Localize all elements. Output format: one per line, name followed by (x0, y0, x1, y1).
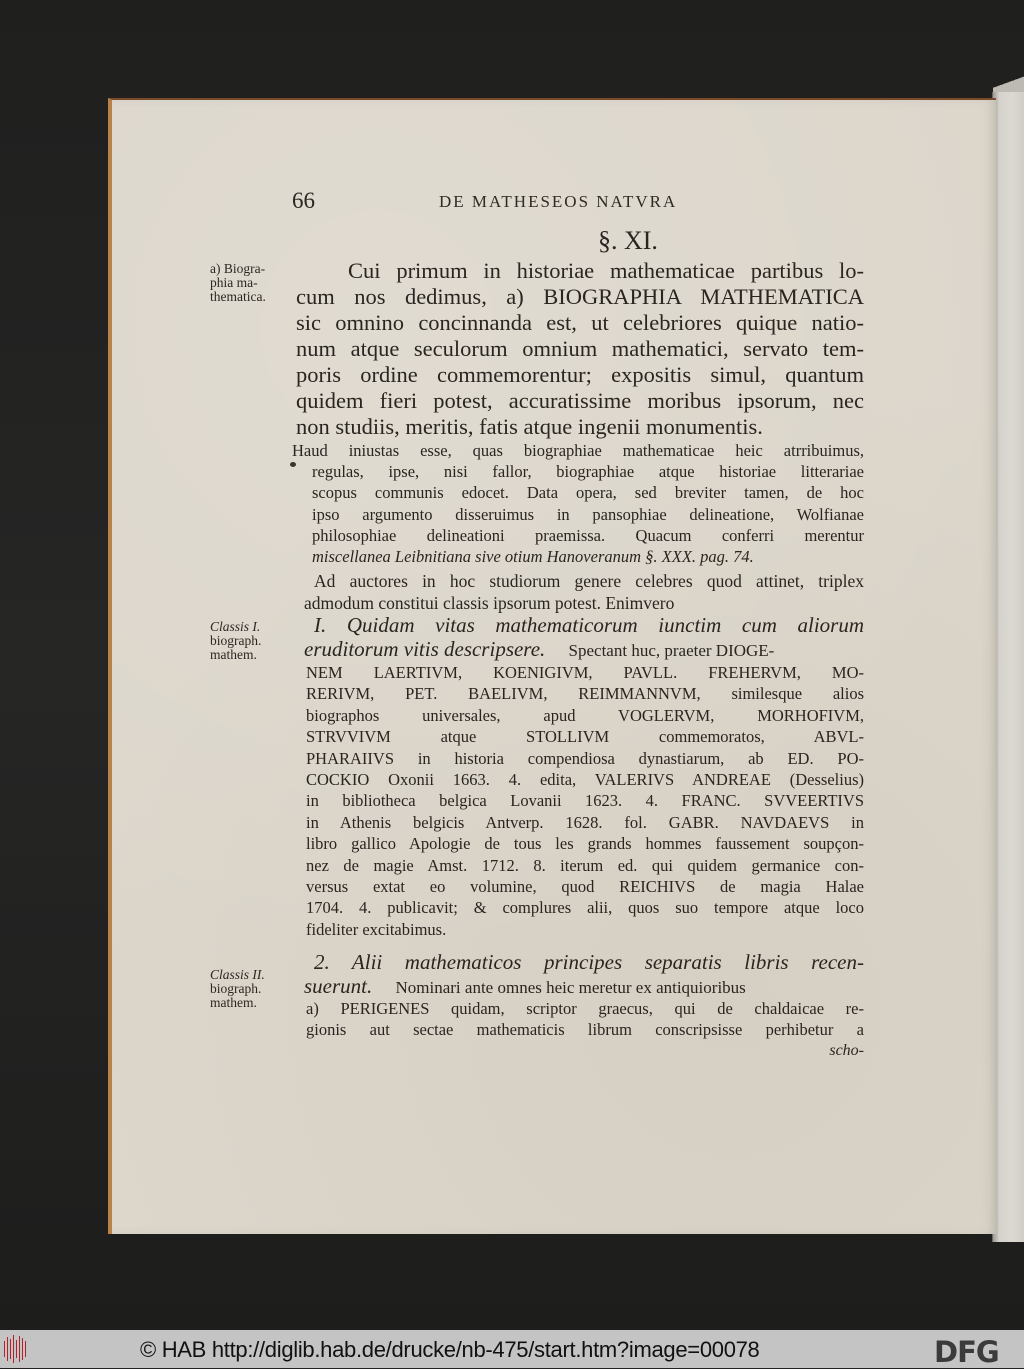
margin-note-line: biograph. (210, 981, 262, 996)
margin-note-line: Classis I. (210, 619, 261, 634)
text-line: Cui primum in historiae mathematicae partibus lo- (348, 258, 864, 283)
text-line: regulas, ipse, nisi fallor, biographiae atque historiae litterariae (312, 462, 864, 482)
facing-page-edge (992, 92, 1024, 1242)
text-line: libro gallico Apologie de tous les grands hommes faussement soupçon- (306, 834, 864, 854)
running-head-title: DE MATHESEOS NATVRA (439, 192, 678, 211)
margin-note-line: Classis II. (210, 967, 265, 982)
margin-note-line: phia ma- (210, 275, 258, 290)
class-one-body (306, 662, 864, 940)
margin-note-classis-2 (210, 968, 292, 1010)
class-one-heading (296, 613, 864, 663)
footer-bar (0, 1330, 1024, 1368)
page-number: 66 (292, 188, 315, 213)
margin-note-biographia (210, 262, 292, 304)
text-line: philosophiae delineationi praemissa. Quacum conferri merentur (312, 525, 864, 545)
text-line: admodum constitui classis ipsorum potest. Enimvero (304, 593, 675, 613)
text-line: in bibliotheca belgica Lovanii 1623. 4. FRANC. SVVEERTIVS (306, 791, 864, 811)
margin-note-line: mathem. (210, 995, 257, 1010)
text-line: scopus communis edocet. Data opera, sed breviter tamen, de hoc (312, 483, 864, 503)
paragraph-note (292, 440, 864, 567)
margin-note-classis-1 (210, 620, 292, 662)
class-two-heading (296, 950, 864, 1000)
text-line: nez de magie Amst. 1712. 8. iterum ed. qui quidem germanice con- (306, 855, 864, 875)
running-head (292, 188, 852, 218)
text-line: quidem fieri potest, accuratissime moribus ipsorum, nec (296, 388, 864, 413)
class-two-heading-tail: suerunt. (304, 974, 373, 998)
text-line: STRVVIVM atque STOLLIVM commemoratos, ABVL- (306, 727, 864, 747)
text-line: 1704. 4. publicavit; & complures alii, quos suo tempore atque loco (306, 898, 864, 918)
text-line: fideliter excitabimus. (306, 919, 447, 939)
text-line: Nominari ante omnes heic meretur ex antiquioribus (395, 978, 746, 997)
margin-note-line: thematica. (210, 289, 266, 304)
text-line: ipso argumento disseruimus in pansophiae delineatione, Wolfianae (312, 504, 864, 524)
copyright-link[interactable]: © HAB http://diglib.hab.de/drucke/nb-475/start.htm?image=00078 (140, 1337, 760, 1362)
text-line: NEM LAERTIVM, KOENIGIVM, PAVLL. FREHERVM, MO- (306, 663, 864, 682)
text-line: Haud iniustas esse, quas biographiae mathematicae heic atrribuimus, (292, 441, 864, 460)
paragraph-main (296, 258, 864, 440)
dfg-logo: DFG (934, 1335, 999, 1369)
text-line: poris ordine commemorentur; expositis simul, quantum (296, 362, 864, 387)
text-line: sic omnino concinnanda est, ut celebriores quique natio- (296, 310, 864, 335)
catchword: scho- (829, 1042, 864, 1059)
text-line: gionis aut sectae mathematicis librum conscripsisse perhibetur a (306, 1020, 864, 1040)
text-line: miscellanea Leibnitiana sive otium Hanoveranum §. XXX. pag. 74. (312, 547, 754, 567)
text-line: in Athenis belgicis Antverp. 1628. fol. GABR. NAVDAEVS in (306, 812, 864, 832)
margin-note-line: mathem. (210, 647, 257, 662)
class-one-heading-tail: eruditorum vitis descripsere. (304, 637, 546, 661)
text-line: non studiis, meritis, fatis atque ingenii monumentis. (296, 414, 763, 439)
section-heading: §. XI. (598, 226, 658, 255)
class-two-body (306, 998, 864, 1041)
margin-note-line: a) Biogra- (210, 261, 266, 276)
text-line: RERIVM, PET. BAELIVM, REIMMANNVM, similesque alios (306, 684, 864, 704)
text-line: I. Quidam vitas mathematicorum iunctim cum aliorum (314, 613, 864, 637)
text-line: COCKIO Oxonii 1663. 4. edita, VALERIVS ANDREAE (Desselius) (306, 770, 864, 790)
ink-speck (290, 462, 296, 467)
paragraph-classes-intro (296, 570, 864, 614)
text-line: 2. Alii mathematicos principes separatis libris recen- (314, 950, 864, 974)
text-line: versus extat eo volumine, quod REICHIVS de magia Halae (306, 877, 864, 897)
text-line: Spectant huc, praeter DIOGE- (568, 641, 775, 660)
margin-note-line: biograph. (210, 633, 262, 648)
text-line: a) PERIGENES quidam, scriptor graecus, qui de chaldaicae re- (306, 999, 864, 1018)
text-line: Ad auctores in hoc studiorum genere celebres quod attinet, triplex (314, 571, 864, 591)
hab-logo-icon (4, 1334, 26, 1364)
text-line: PHARAIIVS in historia compendiosa dynastiarum, ab ED. PO- (306, 748, 864, 768)
text-line: num atque seculorum omnium mathematici, servato tem- (296, 336, 864, 361)
book-page (108, 98, 996, 1234)
text-line: biographos universales, apud VOGLERVM, MORHOFIVM, (306, 705, 864, 725)
text-line: cum nos dedimus, a) BIOGRAPHIA MATHEMATICA (296, 284, 864, 309)
